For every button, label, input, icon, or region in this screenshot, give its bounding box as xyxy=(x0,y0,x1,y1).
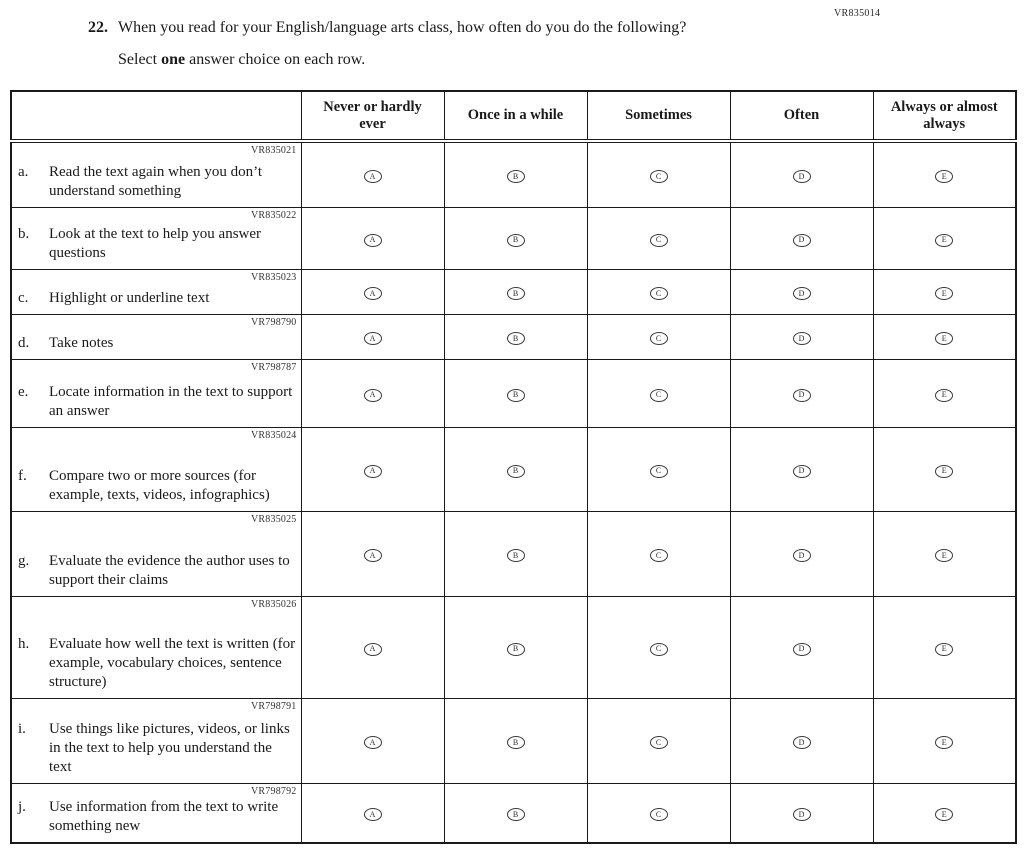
item-text-content: Compare two or more sources (for example, texts, videos, infographics) xyxy=(49,467,270,503)
option-cell xyxy=(444,359,587,427)
table-row-d xyxy=(11,314,1016,359)
question-text: When you read for your English/language arts class, how often do you do the following? xyxy=(118,19,687,36)
table-row-f xyxy=(11,427,1016,511)
table-row-e xyxy=(11,359,1016,427)
form-code: VR835014 xyxy=(834,8,881,19)
option-cell xyxy=(444,596,587,698)
item-letter: i. xyxy=(18,720,26,737)
item-letter: f. xyxy=(18,467,27,484)
answer-bubble-a[interactable]: A xyxy=(364,170,382,183)
instruction-bold: one xyxy=(161,51,186,68)
option-cell xyxy=(444,141,587,207)
option-cell xyxy=(587,511,730,596)
item-code: VR835024 xyxy=(251,429,297,441)
item-letter: c. xyxy=(18,289,29,306)
option-cell xyxy=(730,359,873,427)
option-cell xyxy=(873,596,1016,698)
column-header-5: Always or almost always xyxy=(873,91,1016,141)
answer-bubble-e[interactable]: E xyxy=(935,736,953,749)
option-cell xyxy=(301,783,444,843)
item-letter: h. xyxy=(18,635,30,652)
option-cell xyxy=(873,314,1016,359)
option-cell xyxy=(301,511,444,596)
option-cell xyxy=(730,207,873,269)
instruction-suffix: answer choice on each row. xyxy=(185,51,366,68)
item-text xyxy=(18,334,297,353)
option-cell xyxy=(587,359,730,427)
option-cell xyxy=(587,314,730,359)
answer-bubble-a[interactable]: A xyxy=(364,234,382,247)
answer-bubble-b[interactable]: B xyxy=(507,643,525,656)
option-cell xyxy=(444,698,587,783)
answer-bubble-c[interactable]: C xyxy=(650,736,668,749)
item-text xyxy=(18,163,297,201)
column-header-3: Sometimes xyxy=(587,91,730,141)
option-cell xyxy=(730,596,873,698)
option-cell xyxy=(301,207,444,269)
row-stub xyxy=(11,359,301,427)
answer-bubble-b[interactable]: B xyxy=(507,808,525,821)
row-stub xyxy=(11,511,301,596)
answer-bubble-c[interactable]: C xyxy=(650,808,668,821)
answer-bubble-a[interactable]: A xyxy=(364,465,382,478)
item-letter: j. xyxy=(18,799,26,815)
answer-bubble-e[interactable]: E xyxy=(935,170,953,183)
item-text-content: Read the text again when you don’t understand something xyxy=(49,163,263,199)
header-row xyxy=(11,91,1016,141)
item-text xyxy=(18,467,297,505)
item-text-content: Evaluate how well the text is written (for example, vocabulary choices, sentence structure) xyxy=(49,635,296,690)
answer-bubble-c[interactable]: C xyxy=(650,389,668,402)
answer-bubble-d[interactable]: D xyxy=(793,808,811,821)
column-header-4: Often xyxy=(730,91,873,141)
option-cell xyxy=(587,596,730,698)
option-cell xyxy=(587,783,730,843)
item-text xyxy=(18,289,297,308)
question-instruction xyxy=(88,51,948,69)
answer-bubble-b[interactable]: B xyxy=(507,549,525,562)
answer-bubble-d[interactable]: D xyxy=(793,234,811,247)
item-letter: e. xyxy=(18,383,29,400)
answer-bubble-d[interactable]: D xyxy=(793,643,811,656)
answer-bubble-c[interactable]: C xyxy=(650,170,668,183)
item-letter: d. xyxy=(18,334,30,351)
answer-bubble-e[interactable]: E xyxy=(935,389,953,402)
answer-bubble-a[interactable]: A xyxy=(364,643,382,656)
option-cell xyxy=(301,141,444,207)
option-cell xyxy=(730,314,873,359)
option-cell xyxy=(587,269,730,314)
answer-bubble-d[interactable]: D xyxy=(793,287,811,300)
item-code: VR835023 xyxy=(251,271,297,283)
option-cell xyxy=(587,141,730,207)
answer-bubble-e[interactable]: E xyxy=(935,465,953,478)
answer-bubble-d[interactable]: D xyxy=(793,465,811,478)
table-row-h xyxy=(11,596,1016,698)
option-cell xyxy=(873,698,1016,783)
option-cell xyxy=(873,427,1016,511)
option-cell xyxy=(301,269,444,314)
option-cell xyxy=(301,596,444,698)
table-row-a xyxy=(11,141,1016,207)
option-cell xyxy=(301,427,444,511)
answer-bubble-e[interactable]: E xyxy=(935,287,953,300)
item-code: VR835025 xyxy=(251,513,297,525)
option-cell xyxy=(301,314,444,359)
answer-bubble-a[interactable]: A xyxy=(364,287,382,300)
option-cell xyxy=(873,141,1016,207)
row-stub xyxy=(11,596,301,698)
option-cell xyxy=(873,783,1016,843)
table-row-c xyxy=(11,269,1016,314)
option-cell xyxy=(587,207,730,269)
row-stub xyxy=(11,427,301,511)
answer-bubble-e[interactable]: E xyxy=(935,808,953,821)
answer-bubble-b[interactable]: B xyxy=(507,465,525,478)
option-cell xyxy=(730,427,873,511)
table-row-g xyxy=(11,511,1016,596)
item-text-content: Evaluate the evidence the author uses to support their claims xyxy=(49,552,290,588)
row-stub xyxy=(11,269,301,314)
option-cell xyxy=(730,783,873,843)
option-cell xyxy=(301,698,444,783)
item-letter: g. xyxy=(18,552,30,569)
item-code: VR798790 xyxy=(251,316,297,328)
answer-bubble-c[interactable]: C xyxy=(650,549,668,562)
item-text xyxy=(18,635,297,692)
question-block xyxy=(88,18,948,69)
answer-bubble-d[interactable]: D xyxy=(793,170,811,183)
item-text-content: Use information from the text to write something new xyxy=(49,799,279,834)
option-cell xyxy=(301,359,444,427)
answer-bubble-a[interactable]: A xyxy=(364,389,382,402)
stub-header xyxy=(11,91,301,141)
answer-bubble-b[interactable]: B xyxy=(507,234,525,247)
item-code: VR798791 xyxy=(251,700,297,712)
item-text-content: Highlight or underline text xyxy=(49,289,210,306)
row-stub xyxy=(11,314,301,359)
option-cell xyxy=(444,269,587,314)
table-row-i xyxy=(11,698,1016,783)
item-letter: b. xyxy=(18,225,30,242)
option-cell xyxy=(444,511,587,596)
column-header-1: Never or hardly ever xyxy=(301,91,444,141)
row-stub xyxy=(11,698,301,783)
answer-bubble-c[interactable]: C xyxy=(650,643,668,656)
item-text xyxy=(18,798,297,836)
item-code: VR835026 xyxy=(251,598,297,610)
question-number: 22. xyxy=(88,19,108,36)
answer-bubble-a[interactable]: A xyxy=(364,332,382,345)
item-code: VR835022 xyxy=(251,209,297,221)
answer-bubble-c[interactable]: C xyxy=(650,465,668,478)
option-cell xyxy=(730,141,873,207)
item-text-content: Look at the text to help you answer questions xyxy=(49,225,262,261)
answer-bubble-d[interactable]: D xyxy=(793,736,811,749)
option-cell xyxy=(730,698,873,783)
table-row-b xyxy=(11,207,1016,269)
item-code: VR798787 xyxy=(251,361,297,373)
answer-grid xyxy=(10,90,1017,844)
answer-bubble-b[interactable]: B xyxy=(507,332,525,345)
row-stub xyxy=(11,783,301,843)
column-header-2: Once in a while xyxy=(444,91,587,141)
option-cell xyxy=(873,207,1016,269)
answer-bubble-e[interactable]: E xyxy=(935,332,953,345)
option-cell xyxy=(444,314,587,359)
answer-bubble-b[interactable]: B xyxy=(507,736,525,749)
item-text-content: Take notes xyxy=(49,334,114,351)
question-line xyxy=(88,18,948,38)
answer-bubble-c[interactable]: C xyxy=(650,332,668,345)
item-letter: a. xyxy=(18,163,29,180)
answer-bubble-a[interactable]: A xyxy=(364,549,382,562)
table-row-j xyxy=(11,783,1016,843)
option-cell xyxy=(587,698,730,783)
item-text xyxy=(18,383,297,421)
option-cell xyxy=(873,359,1016,427)
option-cell xyxy=(444,783,587,843)
answer-bubble-c[interactable]: C xyxy=(650,234,668,247)
option-cell xyxy=(444,207,587,269)
item-text xyxy=(18,225,297,263)
option-cell xyxy=(730,269,873,314)
answer-bubble-e[interactable]: E xyxy=(935,549,953,562)
option-cell xyxy=(873,511,1016,596)
item-text-content: Use things like pictures, videos, or links in the text to help you understand the text xyxy=(49,720,290,775)
instruction-prefix: Select xyxy=(118,51,162,68)
answer-bubble-d[interactable]: D xyxy=(793,389,811,402)
item-code: VR835021 xyxy=(251,145,297,156)
answer-bubble-d[interactable]: D xyxy=(793,332,811,345)
item-text xyxy=(18,720,297,777)
option-cell xyxy=(587,427,730,511)
item-text xyxy=(18,552,297,590)
option-cell xyxy=(444,427,587,511)
answer-bubble-e[interactable]: E xyxy=(935,234,953,247)
answer-bubble-a[interactable]: A xyxy=(364,808,382,821)
answer-bubble-e[interactable]: E xyxy=(935,643,953,656)
answer-bubble-b[interactable]: B xyxy=(507,287,525,300)
answer-bubble-a[interactable]: A xyxy=(364,736,382,749)
answer-bubble-b[interactable]: B xyxy=(507,389,525,402)
answer-bubble-c[interactable]: C xyxy=(650,287,668,300)
option-cell xyxy=(873,269,1016,314)
answer-bubble-d[interactable]: D xyxy=(793,549,811,562)
option-cell xyxy=(730,511,873,596)
item-text-content: Locate information in the text to support an answer xyxy=(49,383,293,419)
row-stub xyxy=(11,207,301,269)
item-code: VR798792 xyxy=(251,785,297,797)
row-stub xyxy=(11,141,301,207)
answer-bubble-b[interactable]: B xyxy=(507,170,525,183)
